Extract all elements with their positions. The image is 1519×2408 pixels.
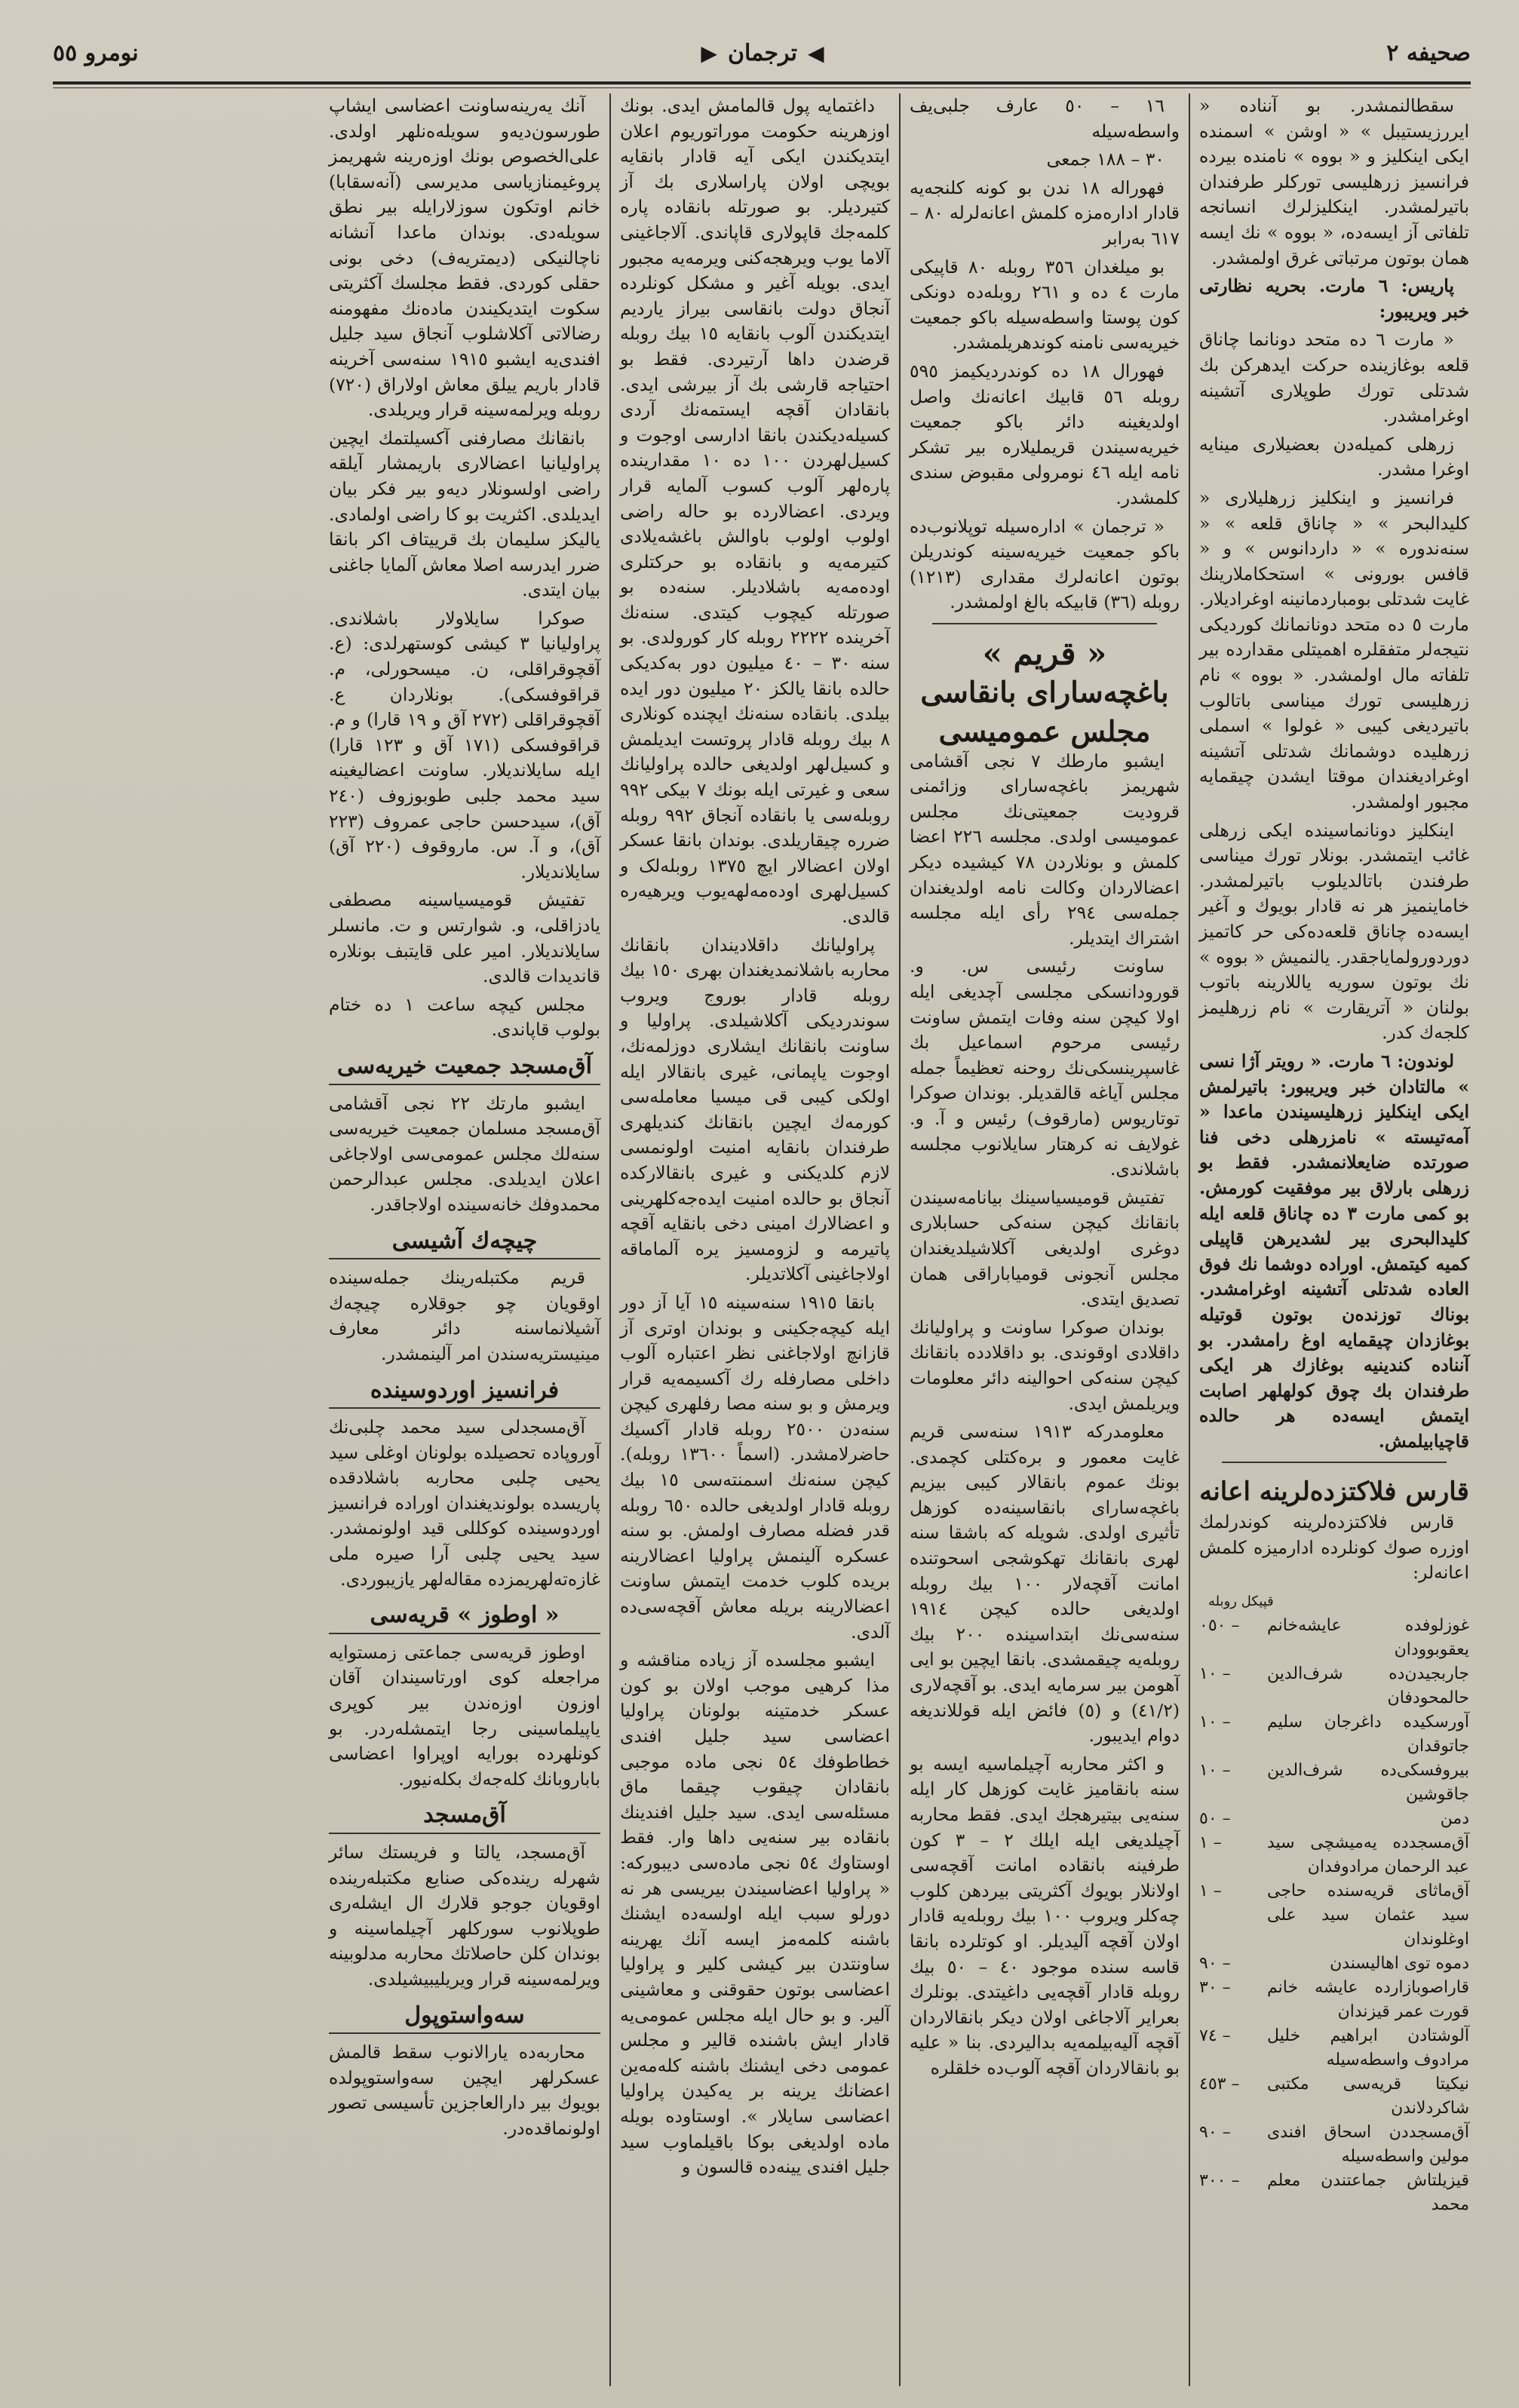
paragraph: ایشبو مارتك ۲۲ نجی آقشامی آق‌مسجد مسلمان جمعیت خیریه‌سی سنه‌لك مجلس عمومی‌سی اولاجاغی اعلان ایدیلدی. مجلس عبدالرحمن محمدوفك خانه‌سینده اولاجاقدر.	[329, 1092, 600, 1215]
subheading: آق‌مسجد	[329, 1802, 600, 1834]
donation-row	[1199, 2121, 1469, 2169]
donor-name: قیزیلتاش جماعتندن معلم محمد	[1267, 2171, 1469, 2215]
header-rule-thin	[53, 87, 1471, 88]
paragraph: بوندان صوکرا ساونت و پراولیانك داقلادی اوقوندی. بو داقلادده بانقانك کیچن سنه‌کی احوالینه دائر معلومات ویریلمش ایدی.	[910, 1316, 1180, 1414]
paragraph: بو میلغدان ۳٥٦ روبله ۸۰ قاپیکی مارت ٤ ده و ۲٦۱ روبله‌ده دونکی کون پوستا واسطه‌سیله باکو جمعیت خیریه‌سی نامنه کوندهریلمشدر.	[910, 256, 1180, 354]
column-4	[320, 94, 609, 2386]
paragraph: محاربه‌ده یارالانوب سقط قالمش عسکرلهر ایچین سه‌واستوپولده بویوك بیر دارالعاجزین تأسیسی تصور اولونماقده‌در.	[329, 2041, 600, 2139]
paragraph: اینکلیز دونانماسینده ایکی زرهلی غائب ایتمشدر. بونلار تورك میناسی طرفندن باتالدیلوب باتیرلمشدر. خاماینمیز هر نه قادار بویوك و آغیر ایسه‌ده چاناق قلعه‌ده‌کی حر کاتمیز دوردورولمایاجقدر. یالنمیش « بووه » نك بوتون سوریه یاللارینه باتوب بولنان « آتریقارت » نام زرهلیمز کلجه‌ك کدر.	[1199, 819, 1469, 1044]
donor-name: غوزلوفده عایشه‌خانم یعقوبوودان	[1267, 1616, 1469, 1660]
masthead	[701, 40, 824, 66]
subheadline: مجلس عمومیسی	[938, 714, 1151, 749]
donation-row	[1199, 1662, 1469, 1710]
paragraph: و اکثر محاربه آچیلماسیه ایسه بو سنه بانقامیز غایت کوزهل کار ایله سنه‌یی بیتیرهجك ایدی. فقط محاربه آچیلدیغی ایله ایلك ۲ – ۳ کون طرفینه بانقاده امانت آقچه‌سی اولانلار بویوك آکثریتی بیردهن کلوب چه‌کلر ویروب ۱۰۰ بیك روبله‌یه قادار اولان آقچه آلیدیلر. او کوتلرده بانقا قاسه سنده موجود ٤۰ – ٥۰ بیك روبله قادار آقچه‌یی داغیتدی. بونلرك بعرایر آلاجاغی اولان دیکر بانقالاردان آقچه آلیه‌بیلمه‌یه بدالیردی. بنا « علیه بو بانقالاردان آقچه آلوب‌ده خلقلره	[910, 1753, 1180, 2078]
arrow-right-icon: ▶	[701, 40, 717, 66]
section-title: « قریم »	[982, 634, 1107, 672]
paragraph: اوطوز قریه‌سی جماعتی زمستوایه مراجعله کوی اورتاسیندان آقان اوزون اوزه‌ندن بیر کوپری یاپیلماسینی رجا ایتمشله‌ردر. بو کونلهرده بورایه اوپراوا اعضاسی باباروبانك کله‌جه‌ك بکله‌نیور.	[329, 1641, 600, 1790]
subheading: « اوطوز » قریه‌سی	[329, 1603, 600, 1634]
donation-amount: ۱ –	[1199, 1833, 1222, 1853]
donor-name: قاراصوبازارده عایشه خانم قورت عمر قیزندان	[1267, 1978, 1469, 2022]
paragraph: ساونت رئیسی س. و. قورودانسکی مجلسی آچدیغی ایله اولا کیچن سنه وفات ایتمش ساونت رئیسی مرحوم اسماعیل بك غاسپرینسکی‌نك روحنه تعظیماً جمله مجلس آیاغه قالقدیلر. بوندان صوکرا توتاریوس (مارقوف) رئیس و آ. و. غولایف نه کرهتار سایلانوب مجلسه باشلاندی.	[910, 956, 1180, 1180]
newspaper-title: ترجمان	[727, 39, 797, 66]
donation-row	[1199, 2072, 1469, 2121]
paragraph: ۱٦ – ٥۰ عارف جلبی‌یف واسطه‌سیله	[910, 95, 1180, 142]
donor-name: جاربجیدن‌ده شرف‌الدین حالمحودفان	[1267, 1664, 1469, 1708]
column-3	[609, 94, 899, 2386]
paragraph: بانقا ۱۹۱٥ سنه‌سینه ۱٥ آیا آز دور ایله کیچه‌جکینی و بوندان اوتری آز قازانچ اولاجاغنی نظر اعتباره آلوب داخلی مصارفله رك آکسیمه‌یه قرار ویرمش و بو سنه مصا رفلهری کیچن سنه‌دن ۲٥۰۰ روبله قادار آکسیك حاضرلامشدر. (اسماً ۱۳٦۰۰ روبله). کیچن سنه‌نك اسمنته‌سی ۱٥ بیك روبله قادار اولدیغی حالده ٦٥۰ روبله قدر فضله مصارف اولمش. بو سنه عسکره آلینمش پراولیا اعضالارینه بریده کلوب خدمت ایتمش ساونت اعضالارینه بریله معاش آقچه‌سی‌ده آلدی.	[620, 1291, 890, 1643]
header-rule	[53, 81, 1471, 84]
donor-name: آق‌مسجدده یه‌میشچی سید عبد الرحمان مرادوفدان	[1267, 1833, 1469, 1877]
donation-amount: ۱ –	[1199, 1882, 1222, 1901]
paragraph: فهورال ۱۸ ده کوندردیکیمز ٥۹٥ روبله ٥٦ قابیك اعانه‌نك واصل اولدیغینه دائر باکو جمعیت خیریه‌سیندن قریملیلاره بیر تشکر نامه ایله ٤٦ نومرولی مقبوض سندی کلمشدر.	[910, 360, 1180, 508]
currency-header: قپیکل ‏روبله	[1208, 1593, 1274, 1609]
donor-name: آق‌مسجددن اسحاق افندی مولین واسطه‌سیله	[1267, 2123, 1469, 2167]
subheading: چیچه‌ك آشیسی	[329, 1229, 600, 1260]
article-columns	[30, 94, 1478, 2386]
donor-name: دمن	[1440, 1809, 1469, 1829]
donation-amount: ۳۰ –	[1199, 1978, 1231, 1998]
paragraph: زرهلی کمیله‌دن بعضیلاری مینایه اوغرا مشدر.	[1199, 433, 1469, 480]
paragraph: فرانسیز و اینکلیز زرهلیلاری « کلیدالبحر » « چاناق قلعه » « سنه‌ندوره » « داردانوس » و « قافس بورونی » استحکاملارینك غایت شدتلی بومباردمانینه اوغرادیلار. مارت ٥ ده متحد دونانمانك کوردیکی نتیجه‌لر متفقلره اهمیتلی مقدارده بیر تلفاته مال اولمشدر. « بووه » نام زرهلیسی تورك میناسی باتالوب باتیردیغی کیبی « غولوا » اسملی زرهلیده دوشمانك شدتلی آتشینه اوغرادیغندان موقتا ایشدن چیقمایه مجبور اولمشدر.	[1199, 486, 1469, 813]
donation-row	[1199, 1614, 1469, 1662]
donation-amount: ٤٥۳ –	[1199, 2075, 1240, 2094]
donation-row	[1199, 1879, 1469, 1952]
donor-name: بیروفسکی‌ده شرف‌الدین جاقوشین	[1267, 1761, 1469, 1805]
subheading: فرانسیز اوردوسینده	[329, 1378, 600, 1410]
headline: باغچه‌سارای بانقاسی	[920, 675, 1169, 710]
donation-row	[1199, 1952, 1469, 1976]
donation-amount: ٥۰ –	[1199, 1809, 1231, 1829]
paragraph: « ترجمان » اداره‌سیله توپلانوب‌ده باکو جمعیت خیریه‌سینه کوندریلن بوتون اعانه‌لرك مقداری (۱۲۱۳) روبله (۳٦) قابیکه بالغ اولمشدر.	[910, 515, 1180, 613]
column-2	[899, 94, 1189, 2386]
paragraph: تفتیش قومیسیاسینه مصطفی یادزاقلی، و. شوارتس و ت. مانسلر سایلاندیلار. امیر علی قایتبف بونلاره قاندیدات قالدی.	[329, 889, 600, 987]
paragraph: بانقانك مصارفنی آکسیلتمك ایچین پراولیانیا اعضالاری باریمشار آیلقه راضی اولسونلار دیه‌و بیر فکر بیان ایدیلدی. اکثریت بو کا راضی اولمادی. یالیکز سلیمان بك قرییتاف اکر بانقا ضرر ایدرسه اصلا معاش آلمایا جاغنی بیان ایتدی.	[329, 427, 600, 601]
donation-row	[1199, 2169, 1469, 2217]
donation-amount: ۹۰ –	[1199, 2123, 1231, 2143]
donation-row	[1199, 1710, 1469, 1759]
donation-row	[1199, 2024, 1469, 2072]
paragraph: فهوراله ۱۸ ندن بو کونه کلنجه‌یه قادار اداره‌مزه کلمش اعانه‌لرله ۸۰ – ٦۱۷ به‌رابر	[910, 176, 1180, 249]
donation-amount: ۰٥۰ –	[1199, 1616, 1240, 1636]
column-1	[1189, 94, 1478, 2386]
arrow-left-icon: ◀	[807, 40, 824, 66]
subheading: سه‌واستوپول	[329, 2003, 600, 2035]
paragraph: قریم مکتبله‌رینك جمله‌سینده اوقویان چو جوقلاره چیچه‌ك آشیلانماسنه دائر معارف مینیستریه‌سندن امر آلینمشدر.	[329, 1267, 600, 1364]
page-header	[53, 30, 1471, 75]
paragraph: معلومدرکه ۱۹۱۳ سنه‌سی قریم غایت معمور و بره‌کتلی کچمدی. بونك عموم بانقالار کیبی بیزیم باغچه‌سارای بانقاسینه‌ده کوزهل تأثیری اولدی. شویله که باشقا سنه لهری بانقانك تهکوشجی اسحوتنده امانت آقچه‌لار ۱۰۰ بیك روبله اولدیغی حالده کیچن ۱۹۱٤ سنه‌سی‌نك ابتداسینده ۲۰۰ بیك روبله‌یه چیقمشدی. بانقا ایچین بو ایی آهومن بیر سرمایه ایدی. بو آقچه‌لاری (٤١/۲) و (٥) فائض ایله قوللاندیغه دوام ایدیبور.	[910, 1421, 1180, 1747]
donation-amount: ۹۰ –	[1199, 1954, 1231, 1974]
paragraph: آق‌مسجد، یالتا و فریستك سائر شهرله رینده‌کی صنایع مکتبله‌رینده اوقویان جوجو قلارك ال ایشله‌ری طوپلانوب سورکلهر آچیلماسینه و بوندان کلن حاصلاتك محاربه مدلوبینه ویرلمه‌سینه قرار ویریلیبیشیلدی.	[329, 1842, 600, 1989]
donor-name: آلوشتادن ابراهیم خلیل مرادوف واسطه‌سیله	[1267, 2026, 1469, 2070]
donor-name: نیکیتا قریه‌سی مکتبی شاکردلاندن	[1267, 2075, 1469, 2118]
paragraph: مجلس کیچه ساعت ۱ ده ختام بولوب قاپاندی.	[329, 993, 600, 1041]
paragraph: صوکرا سایلاولار باشلاندی. پراولیانیا ٣ کیشی کوستهرلدی: (ع. آقچوقراقلی، ن. میسحورلی، م. قراقوفسکی). بونلاردان ع. آقچوقراقلی (۲۷۲ آق و ۱۹ قارا) و م. قراقوفسکی (۱۷۱ آق و ۱۲۳ قارا) ایله سایلاندیلار. ساونت اعضالیغینه سید محمد جلبی طوبوزوف (۲٤۰ آق)، سید‌حسن حاجی عمروف (۲۲۳ آق)، و آ. س. ماروقوف (۲۲۰ آق) سایلاندیلار.	[329, 607, 601, 882]
paragraph: ایشبو مجلسده آز زیاده مناقشه و مذا کرهیی موجب اولان بو کون عسکر خدمتینه بولونان پراولیا اعضاسی سید جلیل افندی خطاطوفك ٥٤ نجی ماده موجبی بانقادان چیقوب چیقما ماق مسئله‌سی ایدی. سید جلیل افندینك بانقاده بیر سنه‌یی داها وار. فقط اوستاوك ٥٤ نجی ماده‌سی دیبورکه: « پراولیا اعضاسیندن بیریسی هر نه دورلو سبب ایله اولسه‌ده ایشنك باشنه کلمه‌مز ایسه آنك یهرینه ساونتدن بیر کیشی کلیر و پراولیا اعضاسی بوتون حقوقنی و معاشینی آلیر. و بو حال ایله مجلس عمومی‌یه قادار ایش باشنده قالیر و مجلس عمومی دخی ایشنك باشنه کله‌مه‌ین اعضانك یرینه بر یه‌کیدن پراولیا اعضاسی سایلار ». اوستاوده بویله ماده اولدیغی بوکا باقیلماوب سید جلیل افندی یینه‌ده قالسون و	[620, 1649, 890, 2178]
donation-row	[1199, 1831, 1469, 1879]
paragraph: سقطالنمشدر. بو آنناده « ایررزیستیبل » « اوشن » اسمنده ایکی اینکلیز و « بووه » نامنده بیرده فرانسیز زرهلیسی تورکلر طرفندان باتیرلمشدر. اینکلیزلرك انسانجه تلفاتی آز ایسه‌ده، « بووه » نك ایسه همان بوتون مرتباتی غرق اولمشدر.	[1199, 95, 1469, 268]
issue-number-label: نومرو ٥٥	[53, 39, 139, 66]
donation-list	[1199, 1614, 1469, 2217]
donor-name: آق‌ماثای قریه‌سنده حاجی سید عثمان سید علی اوغلوندان	[1267, 1882, 1469, 1949]
donation-amount: ۳۰۰ –	[1199, 2171, 1240, 2191]
paragraph: لوندون: ٦ مارت. « رویتر آژا نسی » مالتادان خبر ویریبور: باتیرلمش ایکی اینکلیز زرهلیسیندن ماعدا « آمه‌تیسته » نامزرهلی دخی فنا صورتده ضایعلانمشدر. فقط بو زرهلی بارلاق بیر موفقیت کورمش. بو کمی مارت ٣ ده چاناق قلعه ایله کلیدالبحری بیر لشدیرهن قاپیلی کمیه کیتمش. اوراده دوشما نك فوق العاده شدتلی آتشینه اوغرامشدر. بوناك توزنده‌ن بوتون قوتیله بوغازدان چیقمایه اوغ رامشدر. بو آنناده کندینیه بوغازك هر ایکی طرفندان بك چوق کولهلهر اصابت ایتمش ایسه‌ده هر حالده قاچیابیلمش.	[1199, 1050, 1469, 1452]
donation-row	[1199, 1976, 1469, 2024]
subheading: آق‌مسجد جمعیت خیریه‌سی	[329, 1054, 600, 1085]
paragraph: آق‌مسجدلی سید محمد چلبی‌نك آوروپاده تحصیلده بولونان اوغلی سید یحیی چلبی محاربه باشلادقده پاریسده بولوندیغندان اوراده فرانسیز اوردوسینده کوکللی قید اولونمشدر. سید یحیی چلبی آرا صیره ملی غازه‌ته‌لهریمزده مقاله‌لهر یازیبوردی.	[329, 1416, 600, 1590]
paragraph: قارس فلاکتزده‌لرینه کوندرلمك اوزره صوك کونلرده ادارمیزه کلمش اعانه‌لر:	[1199, 1511, 1469, 1584]
donor-name: آورسکیده داغرجان سلیم جاتوقدان	[1267, 1713, 1469, 1756]
donation-row	[1199, 1807, 1469, 1831]
paragraph: داغتمایه پول قالمامش ایدی. بونك اوزهرینه حکومت موراتوریوم اعلان ایتدیکندن ایکی آیه قادار بانقایه بویچی اولان پاراسلاری بك آز کتیردیلر. بو صورتله بانقاده پاره کلمه‌جك قاپولاری قاپاندی. آلاجاغینی آلاما یوب ویرهجه‌کنی ویرمه‌یه مجبور ایدی. بویله آغیر و مشکل کونلرده آنجاق دولت بانقاسی بیراز یاردیم ایتدیکندن آلوب بانقایه ۱٥ بیك روبله قرضدن داها آرتیردی. فقط بو احتیاجه قارشی بك آز بیرشی ایدی. بانقادان آقچه ایستمه‌نك آردی کسیله‌دیکندن بانقا ادارسی اوجوت و کسیل‌لهردن ۱۰۰ ده ۱۰ مقدارینده پاره‌لهر آلوب کسوب آلمایه قرار ویردی. اعضالارده بو حاله راضی اولوب اولوب باوالش باغشه‌یلادی کتیرمه‌یه و بانقاده بو حرکتلری اوده‌مه‌یه باشلادیلر. سنه‌ده بو صورتله کیچوب کیتدی. سنه‌نك آخرینده ۲۲۲۲ روبله کار کورولدی. بو سنه ۳۰ – ٤۰ میلیون دور به‌کدیکی حالده بانقا یالکز ۲۰ میلیون دور ایده بیلدی. بانقاده سنه‌نك ایچنده کونلاری ۸ بیك روبله قادار پروتست ایدیلمش و کسیل‌لهر اولدیغی حالده پراولیا‌نك سعی و غیرتی ایله بونك ۷ بیکی ۹۹۲ روبله‌سی یا بانقاده آنجاق ۹۹۲ روبله ضرره چیقاریلدی. بوندان بانقا عسکر اولان اعضالار ایچ ۱۳۷٥ روبله‌لک و کسیل‌لهری اوده‌مه‌لهه‌یوب ویرهیه‌ره قالدی.	[620, 95, 891, 927]
divider	[932, 623, 1157, 624]
paragraph: آنك یه‌رینه‌ساونت اعضاسی ایشاپ طورسون‌دیه‌و سویله‌ه‌نلهر اولدی. علی‌الخصوص بونك اوزه‌رینه شهریمز پروغیمنازیاسی مدیرسی (آنه‌سقابا) خانم اوتکون سوزلارایله بیر نطق سویله‌دی. بوندان ماعدا آنشانه ناچالنیکی (دیمتریه‌ف) دخی بونی حقلی کوردی. فقط مجلسك آکثریتی سکوت ایتدیکیندن ماده‌نك مفهومنه رضالاتی آکلاشلوب آنجاق سید جلیل افندی‌یه ایشبو ۱۹۱٥ سنه‌سی آخرینه قادار باریم ییلق معاش اولاراق (۷۲۰) روبله ویرلمه‌سینه قرار ویریلدی.	[329, 95, 600, 421]
paragraph: ۳۰ – ۱۸۸ جمعی	[1046, 149, 1165, 170]
donation-amount: ۱۰ –	[1199, 1761, 1231, 1781]
donation-row	[1199, 1759, 1469, 1807]
paragraph: پاریس: ٦ مارت. بحریه نظارتی خبر ویریبور:	[1199, 275, 1469, 322]
donation-amount: ۱۰ –	[1199, 1713, 1231, 1732]
donation-title: قارس فلاکتزده‌لرینه اعانه	[1199, 1477, 1469, 1508]
paragraph: ایشبو مارطك ۷ نجی آقشامی شهریمز باغچه‌سارای وزائمنی قرودیت جمعیتی‌نك مجلس عمومیسی اولدی. مجلسه ۲۲٦ اعضا کلمش و بونلاردن ۷۸ کیشیده دیکر اعضالاردان وکالت نامه اولدیغندان جمله‌سی ۲۹٤ رأی ایله مجلسه اشتراك ایتدیلر.	[910, 750, 1180, 949]
donation-amount: ۱۰ –	[1199, 1664, 1231, 1684]
donation-amount: ۷٤ –	[1199, 2026, 1231, 2046]
page-number-label: صحیفه ۲	[1386, 39, 1471, 66]
paragraph: پراولیانك داقلادیندان بانقانك محاربه باشلانمدیغندان بهری ۱٥۰ بیك روبله قادار بوروج ویروب سوندردیکی آکلاشیلدی. پراولیا و ساونت بانقانك ایشلاری دوزلمه‌نك، اوجوت یاپمانی، غیری بانقالار ایله اولکی کیبی قی میسیا معامله‌سی کورمه‌ك ایچین بانقانك کندیلهری طرفندان بانقایه امنیت اولونمسی لازم کلدیکنی و غیری بانقالارکده آنجاق بو حالده امنیت ایده‌جه‌كلهرینی و اعضالارك امینی دخی بانقایه آقچه پاتیرمه و لزومسیز یره آلماماقه اولاجاغینی آکلاتدیلر.	[620, 934, 890, 1285]
divider	[1222, 1462, 1447, 1463]
paragraph: « مارت ٦ ده متحد دونانما چاناق قلعه بوغازینده حرکت ایدهرکن بك شدتلی تورك طوپلاری آتشینه اوغرامشدر.	[1199, 329, 1469, 427]
paragraph: تفتیش قومیسیاسینك بیانامه‌سیندن بانقانك کیچن سنه‌کی حسابلاری دوغری اولدیغی آکلاشیلدیغندان مجلس آنجونی قومیاباراقی همان تصدیق ایتدی.	[910, 1186, 1180, 1310]
donor-name: دموه توی اهالیسندن	[1330, 1954, 1469, 1974]
